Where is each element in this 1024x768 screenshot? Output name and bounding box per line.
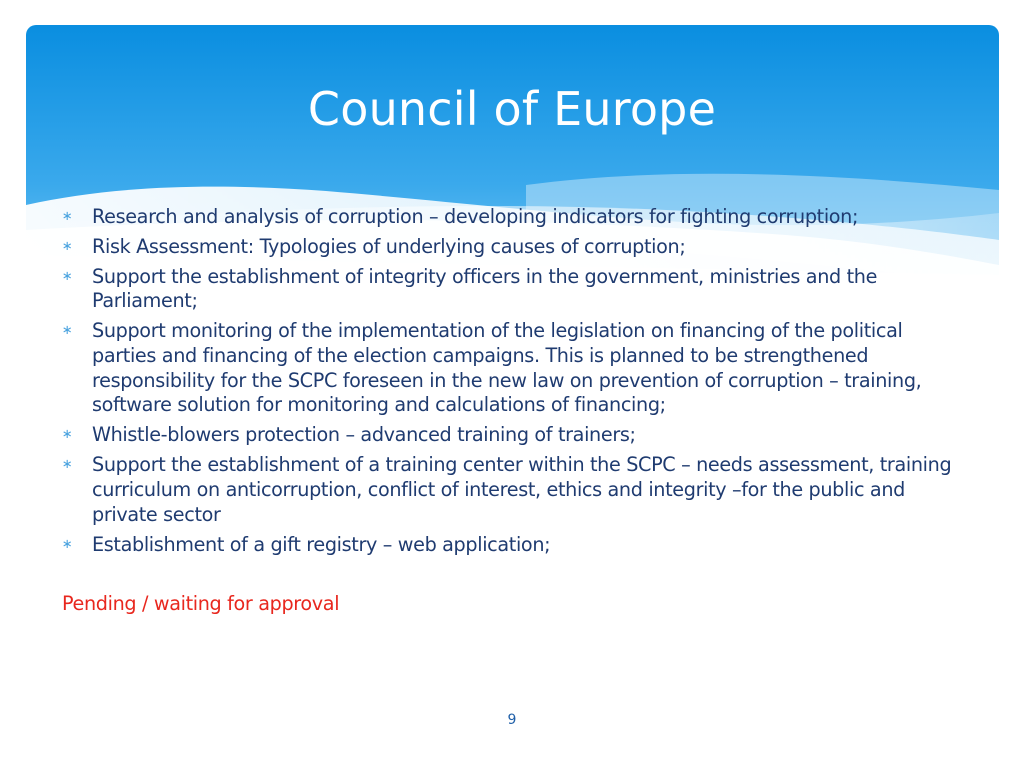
bullet-text: Establishment of a gift registry – web application; xyxy=(92,532,551,556)
bullet-item xyxy=(60,319,965,418)
bullet-item xyxy=(60,265,965,314)
bullet-item xyxy=(60,235,965,260)
asterisk-bullet-icon: ∗ xyxy=(61,536,73,552)
status-note: Pending / waiting for approval xyxy=(62,592,340,615)
bullet-item xyxy=(60,453,965,527)
slide-title: Council of Europe xyxy=(307,82,717,136)
asterisk-bullet-icon: ∗ xyxy=(61,238,73,254)
bullet-list xyxy=(60,205,965,562)
bullet-text: Support the establishment of a training center within the SCPC – needs assessment, training curriculum on anticorruption, conflict of interest, ethics and integrity –for the public and private sector xyxy=(92,453,952,526)
bullet-text: Whistle-blowers protection – advanced training of trainers; xyxy=(92,423,636,447)
bullet-text: Support the establishment of integrity officers in the government, ministries and the Parliament; xyxy=(92,264,878,313)
asterisk-bullet-icon: ∗ xyxy=(61,268,73,284)
page-number: 9 xyxy=(507,712,517,728)
bullet-item xyxy=(60,205,965,230)
bullet-text: Risk Assessment: Typologies of underlying causes of corruption; xyxy=(92,234,686,258)
asterisk-bullet-icon: ∗ xyxy=(61,457,73,473)
asterisk-bullet-icon: ∗ xyxy=(61,323,73,339)
asterisk-bullet-icon: ∗ xyxy=(61,427,73,443)
bullet-text: Research and analysis of corruption – developing indicators for fighting corruption; xyxy=(92,205,859,228)
asterisk-bullet-icon: ∗ xyxy=(61,209,73,224)
bullet-item xyxy=(60,423,965,448)
bullet-item xyxy=(60,533,965,558)
bullet-text: Support monitoring of the implementation of the legislation on financing of the political parties and financing of the election campaigns. This is planned to be strengthened responsibility for the SCPC foreseen in the new law on prevention of corruption – training, software solution for monitoring and calculations of financing; xyxy=(92,319,922,417)
